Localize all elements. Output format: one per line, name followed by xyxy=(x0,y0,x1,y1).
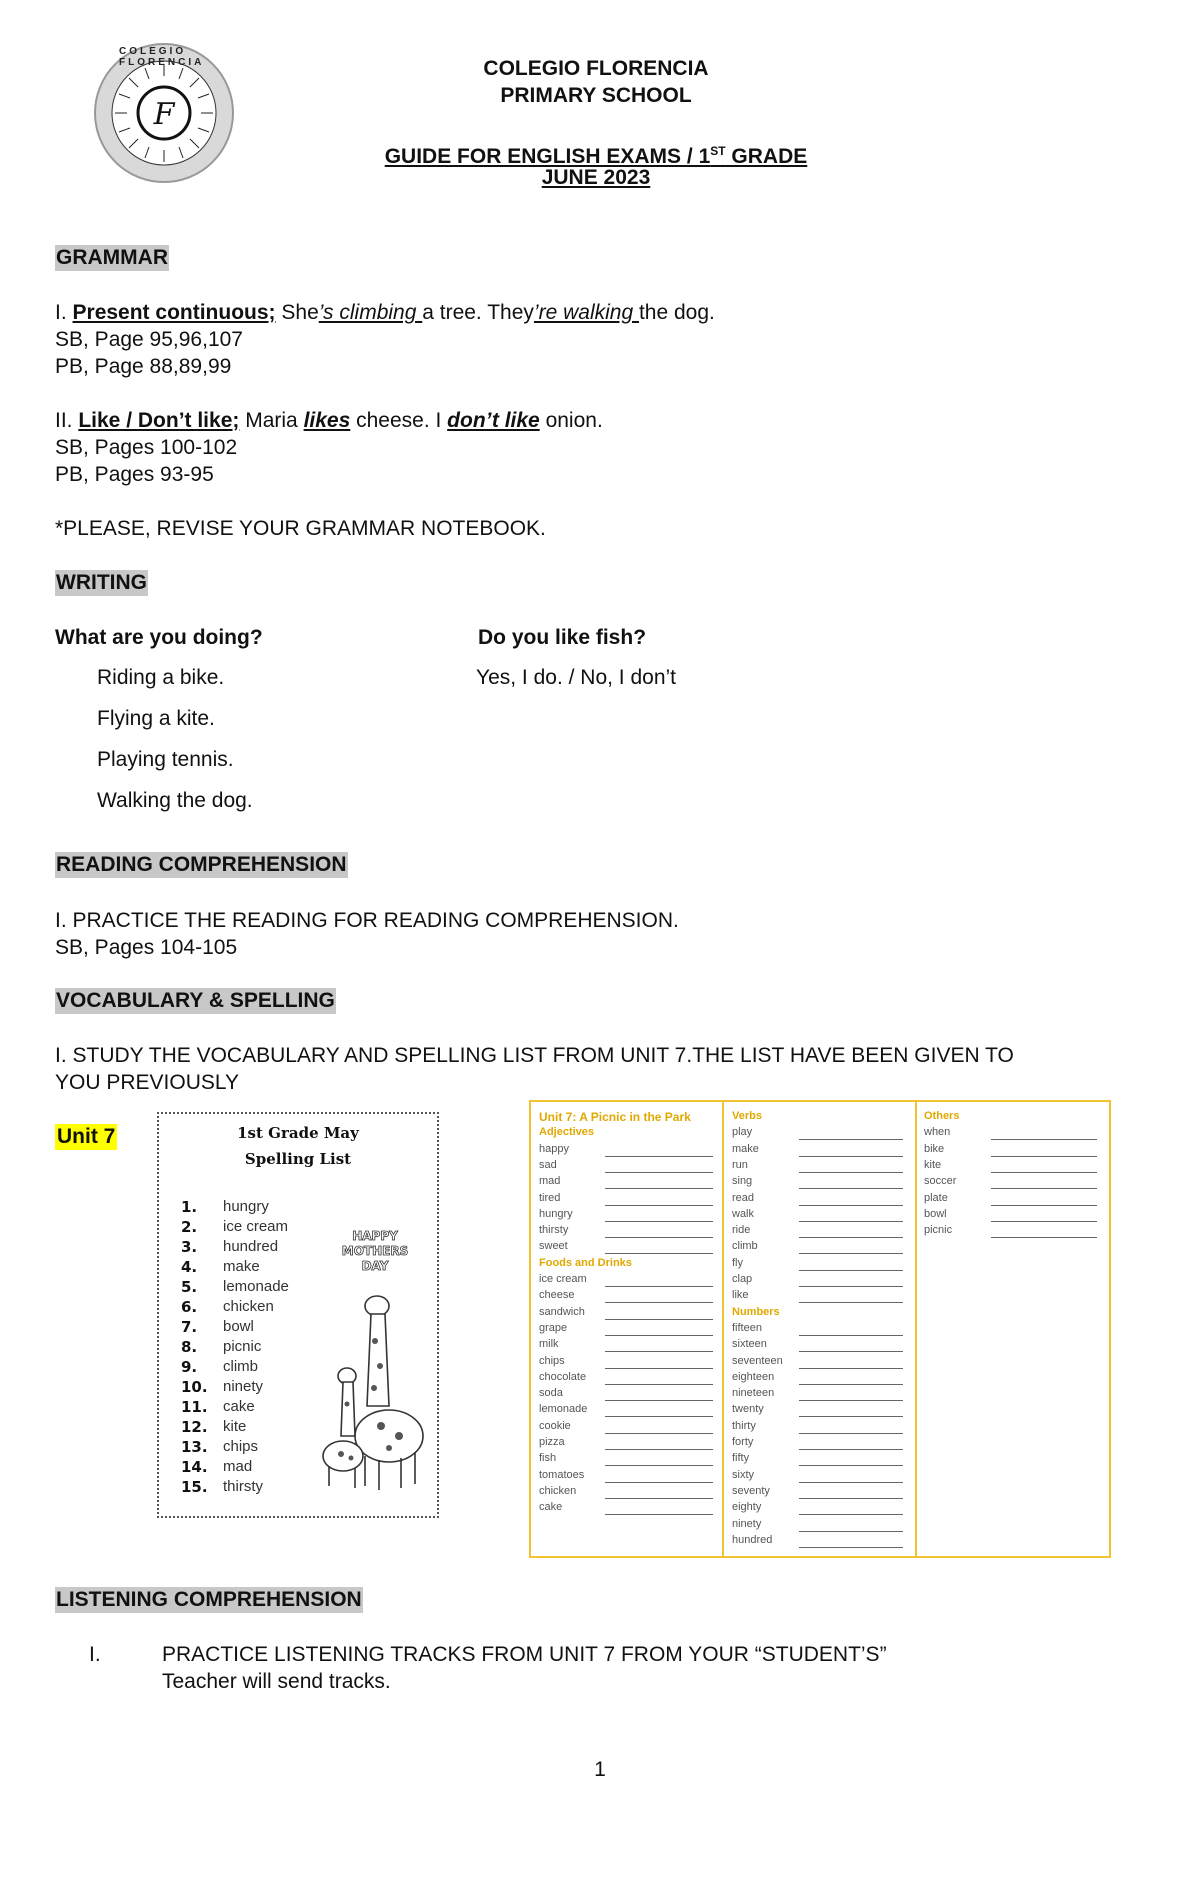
vocab-word: bowl xyxy=(924,1207,947,1220)
answer-line xyxy=(799,1172,903,1173)
spelling-number: 15. xyxy=(181,1478,208,1496)
vocab-word: sixty xyxy=(732,1468,754,1481)
vocab-word: thirsty xyxy=(539,1224,569,1237)
vocabulary-table xyxy=(529,1100,1111,1558)
answer-line xyxy=(799,1205,903,1206)
vocab-word: make xyxy=(732,1142,759,1155)
answer-line xyxy=(605,1205,713,1206)
spelling-word: mad xyxy=(223,1458,253,1475)
vocab-category: Adjectives xyxy=(539,1126,595,1139)
svg-text:MOTHERS: MOTHERS xyxy=(341,1244,409,1258)
svg-text:F: F xyxy=(153,97,175,132)
answer-line xyxy=(799,1270,903,1271)
vocab-word: fifty xyxy=(732,1452,750,1465)
answer-line xyxy=(605,1253,713,1254)
answer-line xyxy=(799,1351,903,1352)
grammar-heading: GRAMMAR xyxy=(56,246,168,269)
answer-line xyxy=(605,1368,713,1369)
reading-heading: READING COMPREHENSION xyxy=(56,853,347,876)
vocab-word: hungry xyxy=(539,1207,573,1220)
answer-line xyxy=(991,1188,1097,1189)
school-logo xyxy=(93,42,235,184)
listening-line-2: Teacher will send tracks. xyxy=(162,1670,391,1693)
vocab-word: twenty xyxy=(732,1403,764,1416)
vocab-word: like xyxy=(732,1289,749,1302)
vocab-word: bike xyxy=(924,1142,945,1155)
answer-line xyxy=(605,1384,713,1385)
answer-line xyxy=(605,1319,713,1320)
vocab-word: picnic xyxy=(924,1224,953,1237)
answer-line xyxy=(799,1465,903,1466)
spelling-number: 10. xyxy=(181,1378,208,1396)
vocab-word: forty xyxy=(732,1436,754,1448)
vocab-word: mad xyxy=(539,1175,561,1188)
vocab-word: ice cream xyxy=(539,1273,587,1285)
vocab-word: climb xyxy=(732,1240,758,1253)
vocab-word: clap xyxy=(732,1273,753,1285)
spelling-word: ninety xyxy=(223,1378,264,1395)
vocab-word: chocolate xyxy=(539,1370,587,1383)
spelling-number: 1. xyxy=(181,1198,198,1216)
answer-line xyxy=(605,1302,713,1303)
spelling-title-1: 1st Grade May xyxy=(237,1124,359,1142)
spelling-number: 9. xyxy=(181,1358,198,1376)
vocab-word: ride xyxy=(732,1224,751,1237)
answer-line xyxy=(991,1205,1097,1206)
answer-line xyxy=(799,1302,903,1303)
school-level: PRIMARY SCHOOL xyxy=(500,84,692,107)
answer-line xyxy=(799,1253,903,1254)
answer-line xyxy=(605,1286,713,1287)
spelling-number: 13. xyxy=(181,1438,208,1456)
spelling-number: 8. xyxy=(181,1338,198,1356)
spelling-word: lemonade xyxy=(223,1278,289,1295)
writing-answer-like: Yes, I do. / No, I don’t xyxy=(476,666,677,689)
vocab-word: run xyxy=(732,1158,748,1171)
answer-line xyxy=(799,1547,903,1548)
vocab-word: soda xyxy=(539,1387,563,1400)
answer-line xyxy=(605,1221,713,1222)
answer-line xyxy=(799,1221,903,1222)
spelling-number: 2. xyxy=(181,1218,198,1236)
vocab-word: happy xyxy=(539,1142,569,1155)
writing-answer-4: Walking the dog. xyxy=(97,789,253,812)
vocab-word: seventeen xyxy=(732,1354,783,1367)
vocab-heading: VOCABULARY & SPELLING xyxy=(56,989,335,1012)
answer-line xyxy=(799,1188,903,1189)
spelling-word: make xyxy=(223,1258,260,1275)
writing-question-1: What are you doing? xyxy=(55,626,263,649)
svg-text:HAPPY: HAPPY xyxy=(352,1229,398,1243)
vocab-word: eighty xyxy=(732,1501,762,1514)
answer-line xyxy=(605,1416,713,1417)
answer-line xyxy=(799,1531,903,1532)
vocab-word: fish xyxy=(539,1452,557,1465)
answer-line xyxy=(605,1498,713,1499)
vocab-word: lemonade xyxy=(539,1403,588,1416)
answer-line xyxy=(799,1335,903,1336)
spelling-number: 4. xyxy=(181,1258,198,1276)
mothers-day-badge xyxy=(327,1224,423,1274)
answer-line xyxy=(605,1172,713,1173)
spelling-number: 5. xyxy=(181,1278,198,1296)
grammar-item-1-pb: PB, Page 88,89,99 xyxy=(55,355,232,378)
listening-line-1: PRACTICE LISTENING TRACKS FROM UNIT 7 FROM YOUR “STUDENT’S” xyxy=(162,1643,887,1666)
writing-heading: WRITING xyxy=(56,571,147,594)
spelling-number: 6. xyxy=(181,1298,198,1316)
logo-text: COLEGIO FLORENCIA xyxy=(119,46,205,68)
vocab-word: pizza xyxy=(539,1436,565,1448)
answer-line xyxy=(605,1465,713,1466)
answer-line xyxy=(991,1139,1097,1140)
spelling-number: 11. xyxy=(181,1398,208,1416)
spelling-number: 3. xyxy=(181,1238,198,1256)
spelling-list-card xyxy=(157,1112,439,1518)
vocab-word: chicken xyxy=(539,1484,577,1497)
answer-line xyxy=(799,1139,903,1140)
spelling-number: 12. xyxy=(181,1418,208,1436)
answer-line xyxy=(605,1335,713,1336)
answer-line xyxy=(799,1368,903,1369)
column-divider xyxy=(722,1102,724,1556)
school-name: COLEGIO FLORENCIA xyxy=(483,57,709,80)
guide-title: GUIDE FOR ENGLISH EXAMS / 1ST GRADE xyxy=(384,144,808,168)
spelling-number: 14. xyxy=(181,1458,208,1476)
spelling-word: hundred xyxy=(223,1238,279,1255)
vocab-word: sing xyxy=(732,1175,753,1188)
grammar-item-1: I. Present continuous; She’s climbing a tree. They’re walking the dog. xyxy=(55,301,715,324)
vocab-category: Unit 7: A Picnic in the Park xyxy=(539,1110,691,1124)
grammar-item-1-sb: SB, Page 95,96,107 xyxy=(55,328,243,351)
vocab-word: plate xyxy=(924,1191,948,1204)
spelling-word: climb xyxy=(223,1358,259,1375)
answer-line xyxy=(799,1449,903,1450)
vocab-word: nineteen xyxy=(732,1387,775,1400)
vocab-word: read xyxy=(732,1191,755,1204)
listening-heading: LISTENING COMPREHENSION xyxy=(56,1588,362,1611)
reading-line-1: I. PRACTICE THE READING FOR READING COMPREHENSION. xyxy=(55,909,679,932)
vocab-line-1: I. STUDY THE VOCABULARY AND SPELLING LIST FROM UNIT 7.THE LIST HAVE BEEN GIVEN TO xyxy=(55,1044,1014,1067)
giraffe-illustration xyxy=(319,1286,429,1496)
answer-line xyxy=(799,1400,903,1401)
reading-line-2: SB, Pages 104-105 xyxy=(55,936,238,959)
answer-line xyxy=(799,1384,903,1385)
listening-number: I. xyxy=(89,1643,101,1666)
writing-answer-3: Playing tennis. xyxy=(97,748,234,771)
answer-line xyxy=(799,1156,903,1157)
answer-line xyxy=(799,1416,903,1417)
answer-line xyxy=(991,1156,1097,1157)
vocab-category: Verbs xyxy=(732,1110,762,1122)
answer-line xyxy=(605,1449,713,1450)
writing-answer-1: Riding a bike. xyxy=(97,666,225,689)
answer-line xyxy=(605,1351,713,1352)
vocab-word: eighteen xyxy=(732,1370,775,1383)
vocab-word: chips xyxy=(539,1354,565,1367)
spelling-word: thirsty xyxy=(223,1478,264,1495)
vocab-word: ninety xyxy=(732,1517,762,1530)
grammar-note: *PLEASE, REVISE YOUR GRAMMAR NOTEBOOK. xyxy=(55,517,546,540)
vocab-word: hundred xyxy=(732,1533,773,1546)
column-divider xyxy=(915,1102,917,1556)
answer-line xyxy=(799,1482,903,1483)
vocab-word: fly xyxy=(732,1256,743,1269)
answer-line xyxy=(605,1156,713,1157)
writing-answer-2: Flying a kite. xyxy=(97,707,215,730)
spelling-title-2: Spelling List xyxy=(244,1150,352,1168)
vocab-word: seventy xyxy=(732,1484,770,1497)
vocab-category: Others xyxy=(924,1110,960,1122)
answer-line xyxy=(799,1286,903,1287)
answer-line xyxy=(799,1237,903,1238)
grammar-item-2: II. Like / Don’t like; Maria likes cheese. I don’t like onion. xyxy=(55,409,603,432)
vocab-category: Numbers xyxy=(732,1305,780,1318)
spelling-word: chicken xyxy=(223,1298,274,1315)
vocab-word: fifteen xyxy=(732,1321,762,1334)
answer-line xyxy=(605,1188,713,1189)
spelling-word: chips xyxy=(223,1438,259,1455)
answer-line xyxy=(799,1514,903,1515)
answer-line xyxy=(605,1482,713,1483)
answer-line xyxy=(991,1172,1097,1173)
vocab-word: cake xyxy=(539,1501,563,1514)
answer-line xyxy=(605,1433,713,1434)
vocab-word: when xyxy=(924,1126,951,1139)
vocab-word: soccer xyxy=(924,1175,957,1188)
vocab-word: grape xyxy=(539,1321,568,1334)
spelling-word: hungry xyxy=(223,1198,269,1215)
answer-line xyxy=(799,1433,903,1434)
spelling-word: picnic xyxy=(223,1338,262,1355)
vocab-word: sandwich xyxy=(539,1305,585,1318)
grammar-item-2-sb: SB, Pages 100-102 xyxy=(55,436,238,459)
answer-line xyxy=(605,1400,713,1401)
vocab-word: cheese xyxy=(539,1289,575,1302)
vocab-word: walk xyxy=(732,1207,755,1220)
vocab-word: cookie xyxy=(539,1419,571,1432)
spelling-word: ice cream xyxy=(223,1218,289,1235)
vocab-word: sad xyxy=(539,1158,557,1171)
grammar-item-2-pb: PB, Pages 93-95 xyxy=(55,463,214,486)
answer-line xyxy=(799,1498,903,1499)
spelling-number: 7. xyxy=(181,1318,198,1336)
answer-line xyxy=(991,1237,1097,1238)
vocab-word: sixteen xyxy=(732,1338,767,1351)
spelling-word: bowl xyxy=(223,1318,254,1335)
unit-label: Unit 7 xyxy=(57,1125,116,1148)
vocab-line-2: YOU PREVIOUSLY xyxy=(55,1071,239,1094)
vocab-word: kite xyxy=(924,1158,942,1171)
spelling-word: cake xyxy=(223,1398,255,1415)
answer-line xyxy=(605,1514,713,1515)
answer-line xyxy=(991,1221,1097,1222)
svg-text:DAY: DAY xyxy=(361,1259,389,1273)
vocab-word: tired xyxy=(539,1191,561,1204)
vocab-category: Foods and Drinks xyxy=(539,1256,632,1269)
spelling-word: kite xyxy=(223,1418,247,1435)
writing-question-2: Do you like fish? xyxy=(478,626,647,649)
vocab-word: play xyxy=(732,1126,753,1139)
vocab-word: sweet xyxy=(539,1240,568,1253)
guide-date: JUNE 2023 xyxy=(541,166,651,189)
vocab-word: milk xyxy=(539,1338,559,1351)
vocab-word: thirty xyxy=(732,1419,756,1432)
answer-line xyxy=(605,1237,713,1238)
vocab-word: tomatoes xyxy=(539,1468,585,1481)
page-number: 1 xyxy=(594,1758,606,1781)
